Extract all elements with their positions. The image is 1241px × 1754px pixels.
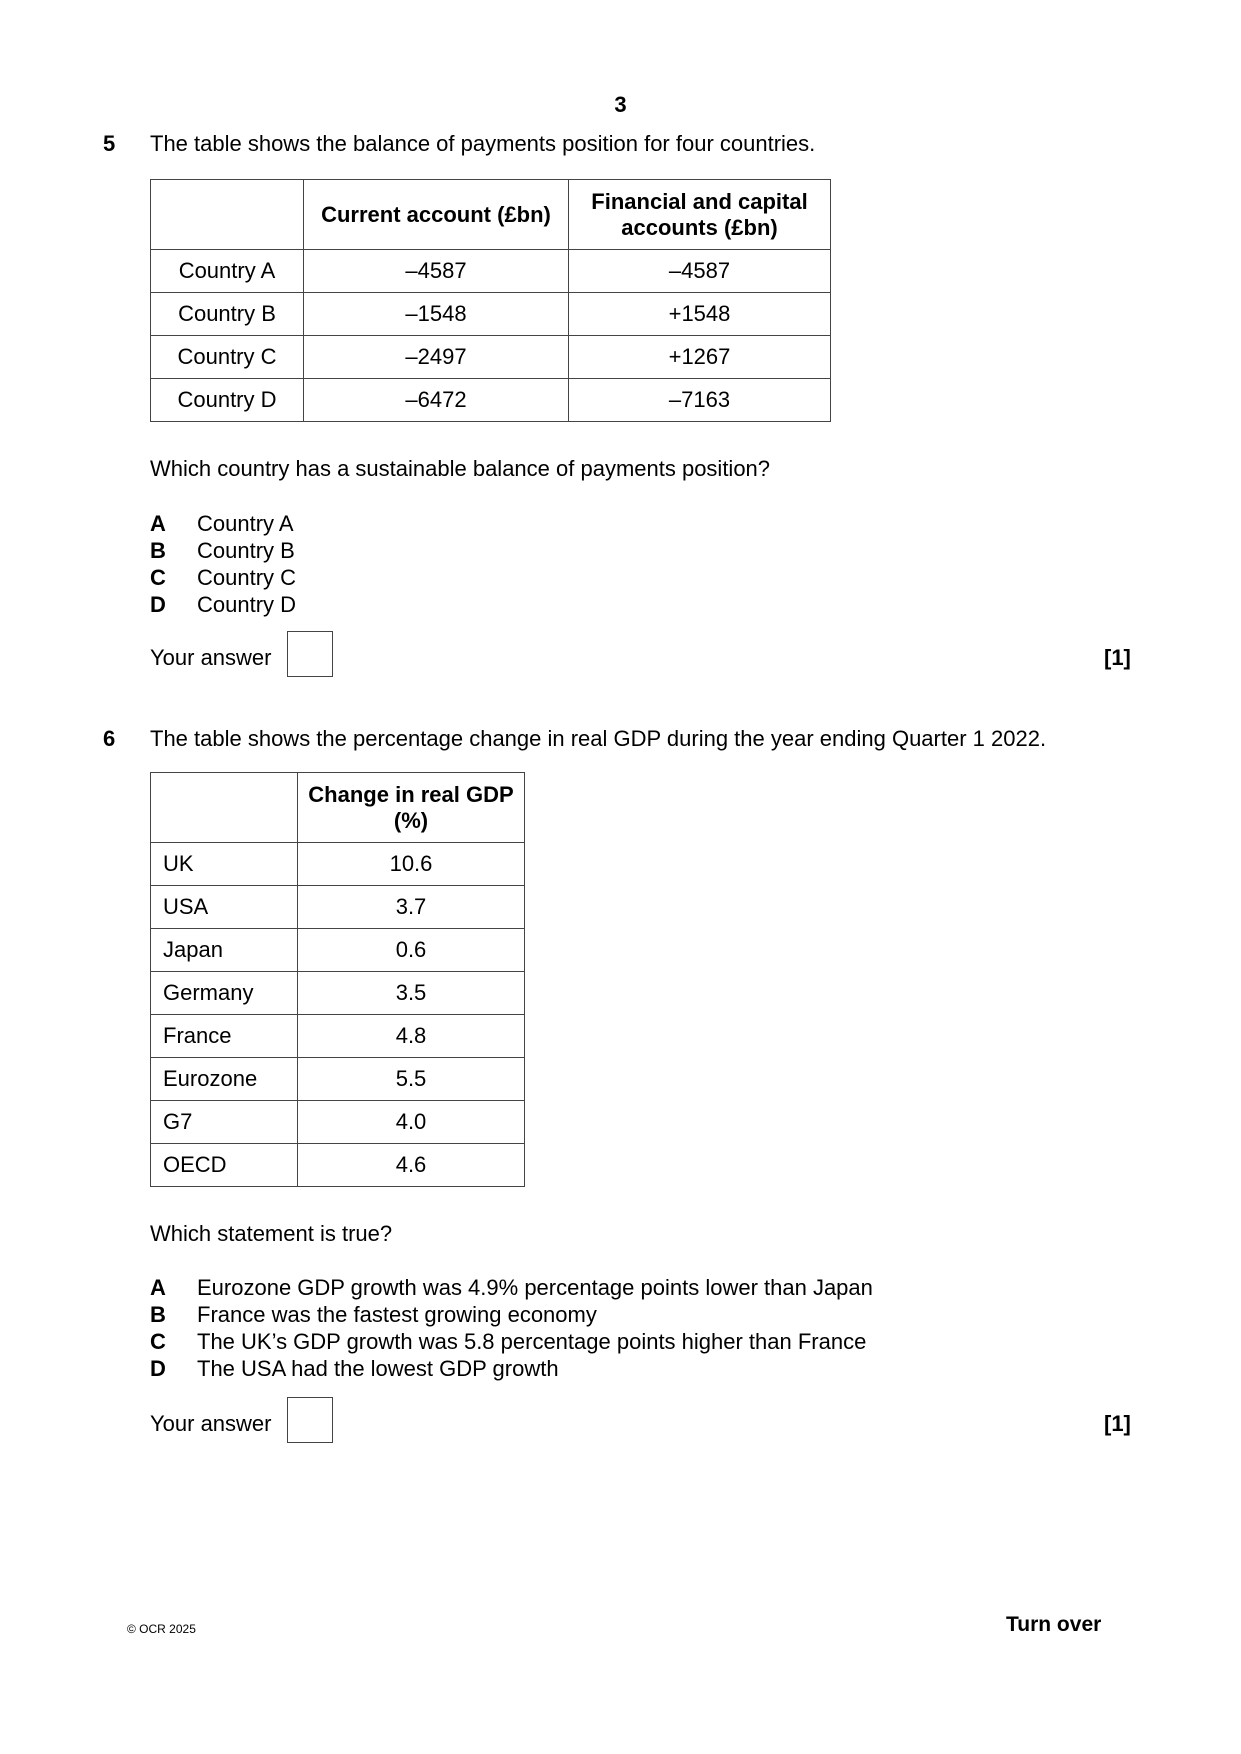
- gdp-change-value: 3.7: [298, 886, 525, 929]
- option-letter: B: [150, 1302, 166, 1327]
- table-row: [151, 843, 525, 886]
- table-header-row: [151, 180, 831, 250]
- financial-account-value: +1548: [569, 293, 831, 336]
- marks-q5: [1]: [1104, 645, 1131, 670]
- country-name: Country D: [151, 379, 304, 422]
- financial-account-value: +1267: [569, 336, 831, 379]
- economy-name: USA: [151, 886, 298, 929]
- gdp-change-value: 4.6: [298, 1144, 525, 1187]
- gdp-change-value: 10.6: [298, 843, 525, 886]
- gdp-change-value: 3.5: [298, 972, 525, 1015]
- gdp-change-value: 4.0: [298, 1101, 525, 1144]
- option-d: [150, 591, 296, 618]
- answer-label: Your answer: [150, 645, 272, 670]
- empty-header-cell: [151, 773, 298, 843]
- question-5-prompt: Which country has a sustainable balance of payments position?: [150, 456, 771, 481]
- empty-header-cell: [151, 180, 304, 250]
- option-b: [150, 537, 296, 564]
- option-a: [150, 1274, 873, 1301]
- table-row: [151, 379, 831, 422]
- table-row: [151, 1144, 525, 1187]
- current-account-value: –4587: [304, 250, 569, 293]
- question-6-number: 6: [103, 726, 116, 751]
- option-text: The USA had the lowest GDP growth: [197, 1356, 559, 1381]
- economy-name: France: [151, 1015, 298, 1058]
- question-5-stem: The table shows the balance of payments position for four countries.: [150, 131, 816, 156]
- option-text: The UK’s GDP growth was 5.8 percentage points higher than France: [197, 1329, 867, 1354]
- current-account-value: –2497: [304, 336, 569, 379]
- option-text: Country B: [197, 538, 295, 563]
- answer-label: Your answer: [150, 1411, 272, 1436]
- table-row: [151, 1101, 525, 1144]
- table-header-row: [151, 773, 525, 843]
- option-letter: C: [150, 1329, 166, 1354]
- answer-box-q5[interactable]: [287, 631, 333, 677]
- gdp-change-value: 0.6: [298, 929, 525, 972]
- page-number: 3: [614, 92, 627, 117]
- option-letter: A: [150, 511, 166, 536]
- question-5-number: 5: [103, 131, 116, 156]
- option-letter: C: [150, 565, 166, 590]
- financial-capital-header: Financial and capital accounts (£bn): [569, 180, 831, 250]
- economy-name: OECD: [151, 1144, 298, 1187]
- option-letter: D: [150, 1356, 166, 1381]
- gdp-change-value: 4.8: [298, 1015, 525, 1058]
- option-b: [150, 1301, 873, 1328]
- option-text: Country C: [197, 565, 297, 590]
- marks-q6: [1]: [1104, 1411, 1131, 1436]
- question-6-options: [150, 1274, 873, 1382]
- option-letter: B: [150, 538, 166, 563]
- country-name: Country A: [151, 250, 304, 293]
- current-account-header: Current account (£bn): [304, 180, 569, 250]
- economy-name: G7: [151, 1101, 298, 1144]
- financial-account-value: –7163: [569, 379, 831, 422]
- balance-of-payments-table: [150, 179, 831, 422]
- table-row: [151, 250, 831, 293]
- economy-name: Eurozone: [151, 1058, 298, 1101]
- option-d: [150, 1355, 873, 1382]
- gdp-change-value: 5.5: [298, 1058, 525, 1101]
- option-letter: D: [150, 592, 166, 617]
- table-row: [151, 972, 525, 1015]
- option-text: Eurozone GDP growth was 4.9% percentage points lower than Japan: [197, 1275, 873, 1300]
- copyright: © OCR 2025: [127, 1622, 196, 1636]
- option-text: France was the fastest growing economy: [197, 1302, 597, 1327]
- economy-name: Germany: [151, 972, 298, 1015]
- financial-account-value: –4587: [569, 250, 831, 293]
- option-c: [150, 564, 296, 591]
- country-name: Country C: [151, 336, 304, 379]
- table-row: [151, 929, 525, 972]
- table-row: [151, 1058, 525, 1101]
- table-row: [151, 886, 525, 929]
- option-c: [150, 1328, 873, 1355]
- country-name: Country B: [151, 293, 304, 336]
- gdp-change-header: Change in real GDP (%): [298, 773, 525, 843]
- current-account-value: –1548: [304, 293, 569, 336]
- question-5-options: [150, 510, 296, 618]
- economy-name: Japan: [151, 929, 298, 972]
- option-a: [150, 510, 296, 537]
- option-text: Country A: [197, 511, 294, 536]
- turn-over: Turn over: [1006, 1613, 1102, 1636]
- question-6-prompt: Which statement is true?: [150, 1221, 393, 1246]
- answer-box-q6[interactable]: [287, 1397, 333, 1443]
- option-letter: A: [150, 1275, 166, 1300]
- table-row: [151, 1015, 525, 1058]
- economy-name: UK: [151, 843, 298, 886]
- real-gdp-table: [150, 772, 525, 1187]
- table-row: [151, 293, 831, 336]
- table-row: [151, 336, 831, 379]
- question-6-stem: The table shows the percentage change in real GDP during the year ending Quarter 1 2022.: [150, 726, 1047, 751]
- option-text: Country D: [197, 592, 297, 617]
- current-account-value: –6472: [304, 379, 569, 422]
